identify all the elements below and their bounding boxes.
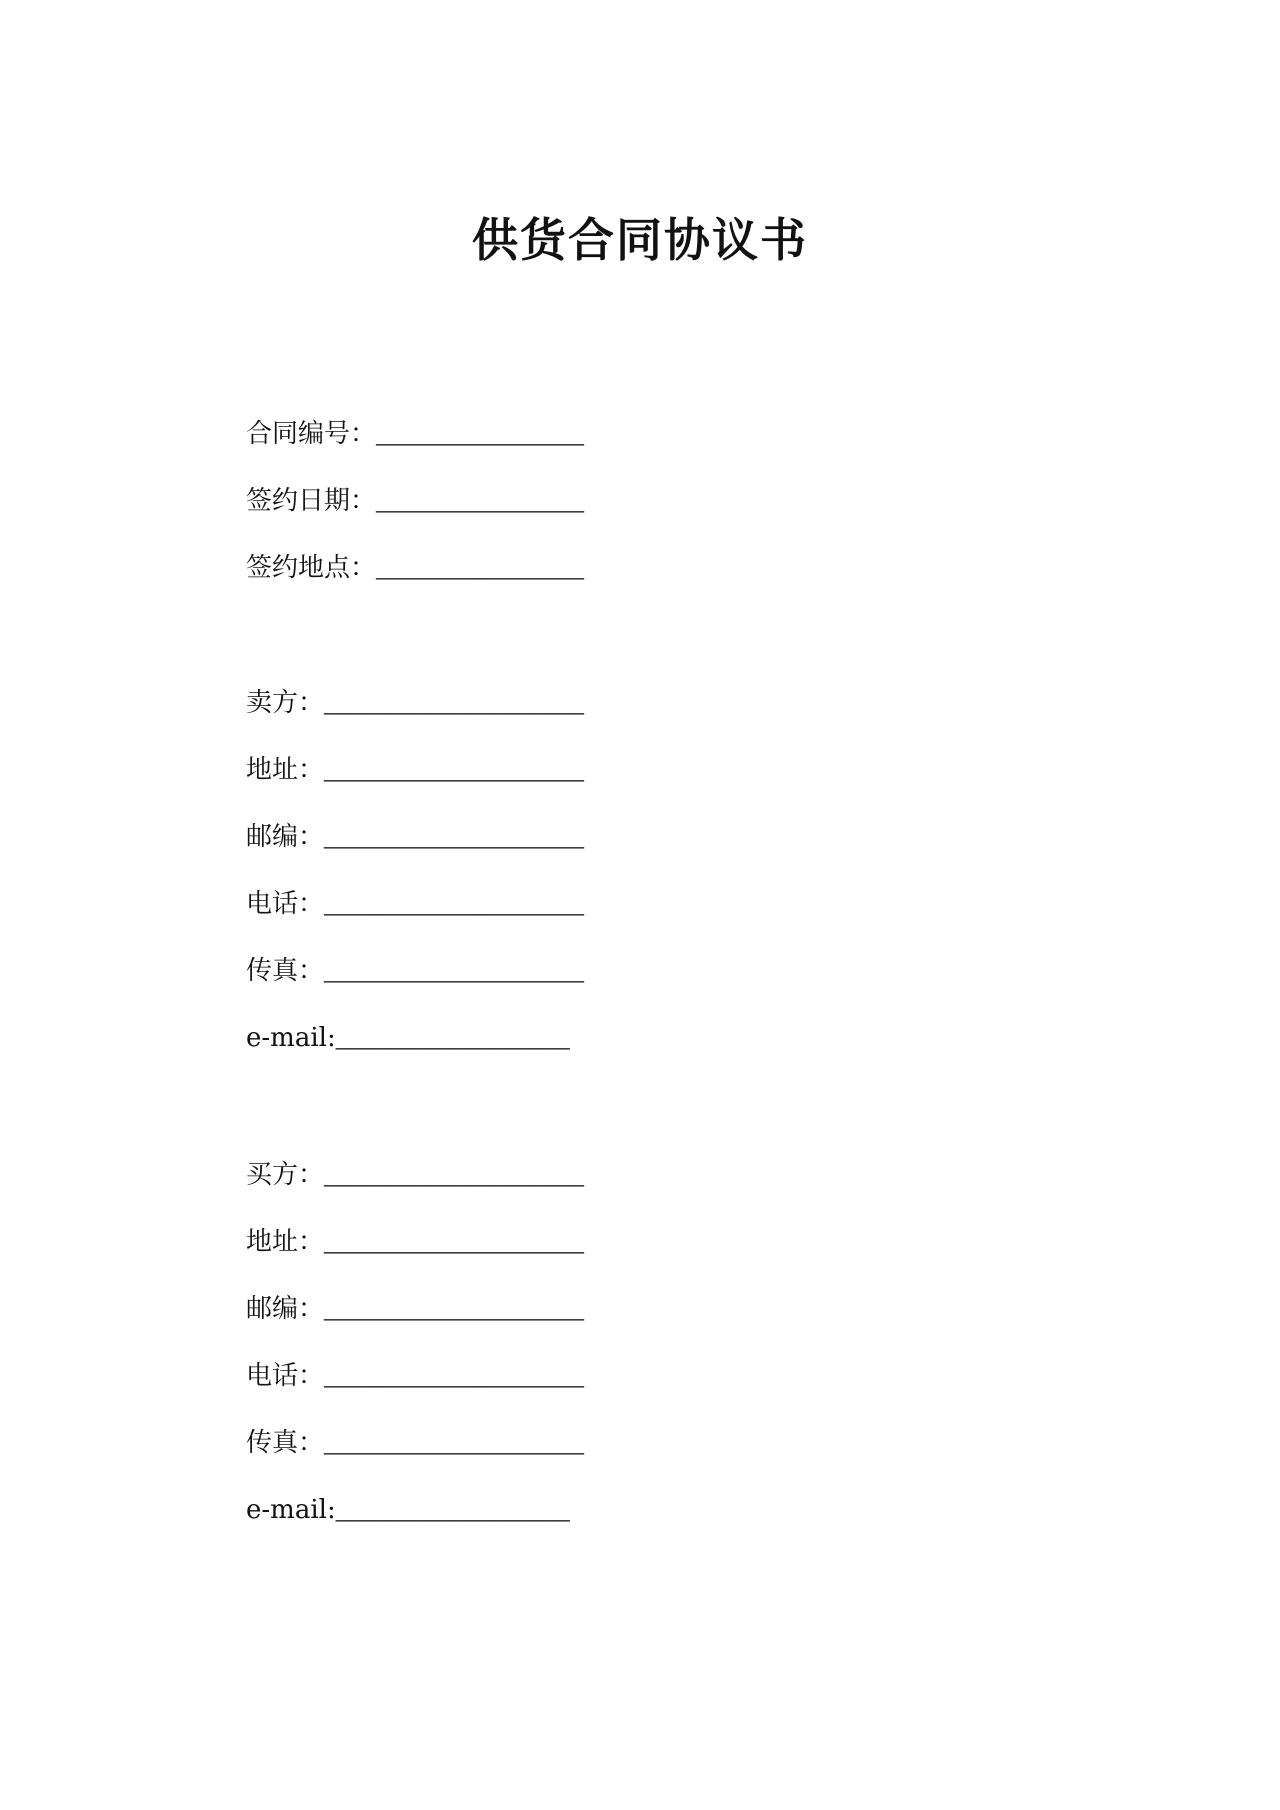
blank-line: ____________________ bbox=[324, 688, 585, 717]
buyer-email-field bbox=[246, 1476, 946, 1543]
field-label: 电话： bbox=[246, 1361, 325, 1391]
buyer-address-field bbox=[246, 1208, 946, 1275]
contract-number-field bbox=[246, 400, 946, 467]
field-label: 传真： bbox=[246, 956, 325, 986]
field-label: 卖方： bbox=[246, 688, 325, 718]
buyer-name-field bbox=[246, 1141, 946, 1208]
blank-line: ____________________ bbox=[324, 1361, 585, 1390]
field-label: e-mail: bbox=[246, 1495, 336, 1525]
blank-line: ____________________ bbox=[324, 1428, 585, 1457]
seller-email-field bbox=[246, 1004, 946, 1071]
blank-line: __________________ bbox=[335, 1023, 570, 1052]
field-label: 签约地点： bbox=[246, 553, 377, 583]
signing-date-field bbox=[246, 467, 946, 534]
blank-line: ____________________ bbox=[324, 1227, 585, 1256]
document-title: 供货合同协议书 bbox=[472, 213, 808, 267]
blank-line: ________________ bbox=[376, 486, 585, 515]
blank-line: ____________________ bbox=[324, 822, 585, 851]
blank-line: ________________ bbox=[376, 553, 585, 582]
seller-postcode-field bbox=[246, 803, 946, 870]
field-label: 地址： bbox=[246, 755, 325, 785]
buyer-postcode-field bbox=[246, 1275, 946, 1342]
signing-place-field bbox=[246, 534, 946, 601]
seller-fax-field bbox=[246, 937, 946, 1004]
field-label: 地址： bbox=[246, 1227, 325, 1257]
blank-line: ____________________ bbox=[324, 1294, 585, 1323]
blank-line: ____________________ bbox=[324, 755, 585, 784]
field-label: 买方： bbox=[246, 1160, 325, 1190]
seller-name-field bbox=[246, 669, 946, 736]
field-label: 签约日期： bbox=[246, 486, 377, 516]
field-label: 传真： bbox=[246, 1428, 325, 1458]
contract-info-section bbox=[246, 400, 946, 601]
field-label: 合同编号： bbox=[246, 419, 377, 449]
blank-line: __________________ bbox=[335, 1495, 570, 1524]
blank-line: ____________________ bbox=[324, 956, 585, 985]
field-label: e-mail: bbox=[246, 1023, 336, 1053]
seller-section bbox=[246, 669, 946, 1071]
seller-phone-field bbox=[246, 870, 946, 937]
buyer-fax-field bbox=[246, 1409, 946, 1476]
field-label: 邮编： bbox=[246, 1294, 325, 1324]
blank-line: ____________________ bbox=[324, 1160, 585, 1189]
blank-line: ____________________ bbox=[324, 889, 585, 918]
buyer-phone-field bbox=[246, 1342, 946, 1409]
buyer-section bbox=[246, 1141, 946, 1543]
field-label: 电话： bbox=[246, 889, 325, 919]
field-label: 邮编： bbox=[246, 822, 325, 852]
seller-address-field bbox=[246, 736, 946, 803]
blank-line: ________________ bbox=[376, 419, 585, 448]
